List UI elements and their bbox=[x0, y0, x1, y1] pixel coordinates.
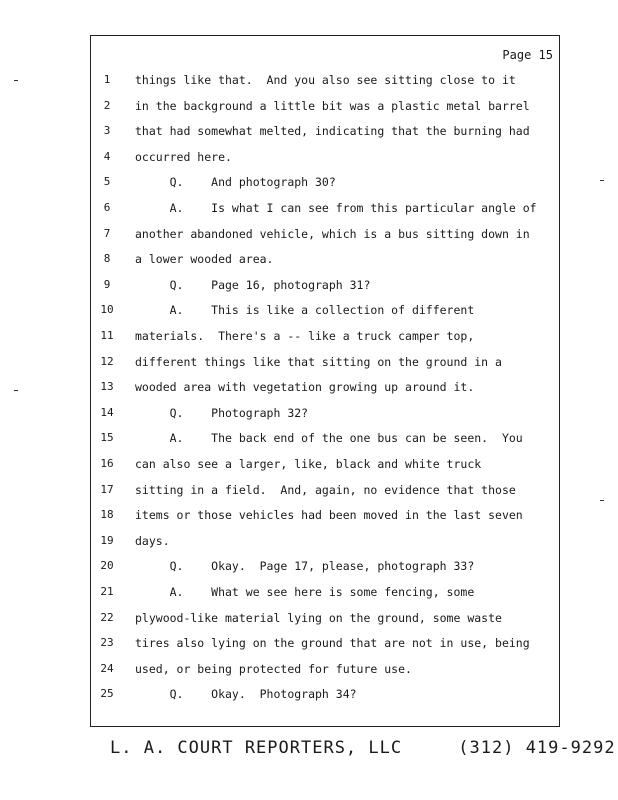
line-number: 17 bbox=[100, 482, 114, 496]
line-text: days. bbox=[135, 533, 170, 548]
line-text: used, or being protected for future use. bbox=[135, 661, 412, 676]
line-text: items or those vehicles had been moved in the last seven bbox=[135, 508, 523, 523]
line-number: 18 bbox=[100, 508, 114, 522]
line-number: 7 bbox=[103, 226, 111, 240]
line-number: 6 bbox=[103, 201, 111, 214]
line-number: 20 bbox=[100, 559, 114, 573]
line-text: Q. Okay. Photograph 34? bbox=[135, 687, 357, 702]
page-number: Page 15 bbox=[502, 48, 553, 62]
transcript-line bbox=[91, 275, 559, 295]
transcript-line bbox=[91, 198, 559, 218]
transcript-line bbox=[91, 121, 559, 141]
line-text: sitting in a field. And, again, no evidence that those bbox=[135, 482, 516, 497]
transcript-line bbox=[91, 582, 559, 602]
line-text: occurred here. bbox=[135, 149, 232, 164]
transcript-line bbox=[91, 659, 559, 679]
line-number: 12 bbox=[100, 354, 114, 368]
transcript-line bbox=[91, 505, 559, 525]
line-text: wooded area with vegetation growing up around it. bbox=[135, 380, 475, 395]
line-text: a lower wooded area. bbox=[135, 252, 274, 267]
line-text: materials. There's a -- like a truck camper top, bbox=[135, 329, 475, 343]
transcript-line bbox=[91, 96, 559, 116]
transcript-page-frame bbox=[90, 35, 560, 727]
line-text: another abandoned vehicle, which is a bus sitting down in bbox=[135, 226, 530, 241]
line-text: A. This is like a collection of different bbox=[135, 303, 475, 318]
line-number: 8 bbox=[103, 252, 111, 266]
line-number: 3 bbox=[103, 124, 111, 138]
line-number: 22 bbox=[100, 610, 114, 624]
line-text: can also see a larger, like, black and white truck bbox=[135, 457, 482, 471]
footer-reporter: L. A. COURT REPORTERS, LLC (312) 419-9292 bbox=[110, 738, 616, 758]
line-text: A. Is what I can see from this particular angle of bbox=[135, 201, 537, 215]
line-number: 2 bbox=[103, 98, 111, 112]
line-text: different things like that sitting on the ground in a bbox=[135, 354, 502, 369]
transcript-line bbox=[91, 172, 559, 192]
line-number: 19 bbox=[100, 533, 114, 547]
transcript-line bbox=[91, 70, 559, 90]
transcript-line bbox=[91, 633, 559, 653]
line-text: in the background a little bit was a plastic metal barrel bbox=[135, 98, 530, 113]
line-text: A. What we see here is some fencing, some bbox=[135, 585, 475, 599]
line-number: 23 bbox=[100, 636, 114, 650]
transcript-line bbox=[91, 531, 559, 551]
transcript-line bbox=[91, 608, 559, 628]
transcript-line bbox=[91, 224, 559, 244]
transcript-line bbox=[91, 377, 559, 397]
transcript-line bbox=[91, 147, 559, 167]
line-text: A. The back end of the one bus can be seen. You bbox=[135, 431, 523, 446]
line-text: that had somewhat melted, indicating that the burning had bbox=[135, 124, 530, 139]
line-text: Q. Photograph 32? bbox=[135, 405, 309, 420]
line-number: 11 bbox=[100, 329, 114, 342]
transcript-line bbox=[91, 326, 559, 346]
line-text: things like that. And you also see sitting close to it bbox=[135, 73, 516, 87]
line-number: 5 bbox=[103, 175, 111, 189]
line-number: 1 bbox=[103, 73, 111, 86]
transcript-line bbox=[91, 403, 559, 423]
line-number: 21 bbox=[100, 585, 114, 598]
line-text: Q. And photograph 30? bbox=[135, 175, 336, 190]
line-number: 14 bbox=[100, 405, 114, 419]
line-number: 10 bbox=[100, 303, 114, 317]
transcript-line bbox=[91, 352, 559, 372]
transcript-line bbox=[91, 428, 559, 448]
line-number: 4 bbox=[103, 149, 111, 163]
line-text: plywood-like material lying on the ground, some waste bbox=[135, 610, 502, 625]
line-text: tires also lying on the ground that are not in use, being bbox=[135, 636, 530, 651]
transcript-line bbox=[91, 454, 559, 474]
transcript-line bbox=[91, 556, 559, 576]
line-number: 25 bbox=[100, 687, 114, 701]
line-text: Q. Okay. Page 17, please, photograph 33? bbox=[135, 559, 475, 574]
transcript-line bbox=[91, 300, 559, 320]
line-number: 13 bbox=[100, 380, 114, 394]
line-number: 16 bbox=[100, 457, 114, 470]
line-text: Q. Page 16, photograph 31? bbox=[135, 277, 371, 292]
transcript-line bbox=[91, 684, 559, 704]
transcript-line bbox=[91, 249, 559, 269]
line-number: 24 bbox=[100, 661, 114, 675]
line-number: 9 bbox=[103, 277, 111, 291]
line-number: 15 bbox=[100, 431, 114, 445]
transcript-line bbox=[91, 480, 559, 500]
